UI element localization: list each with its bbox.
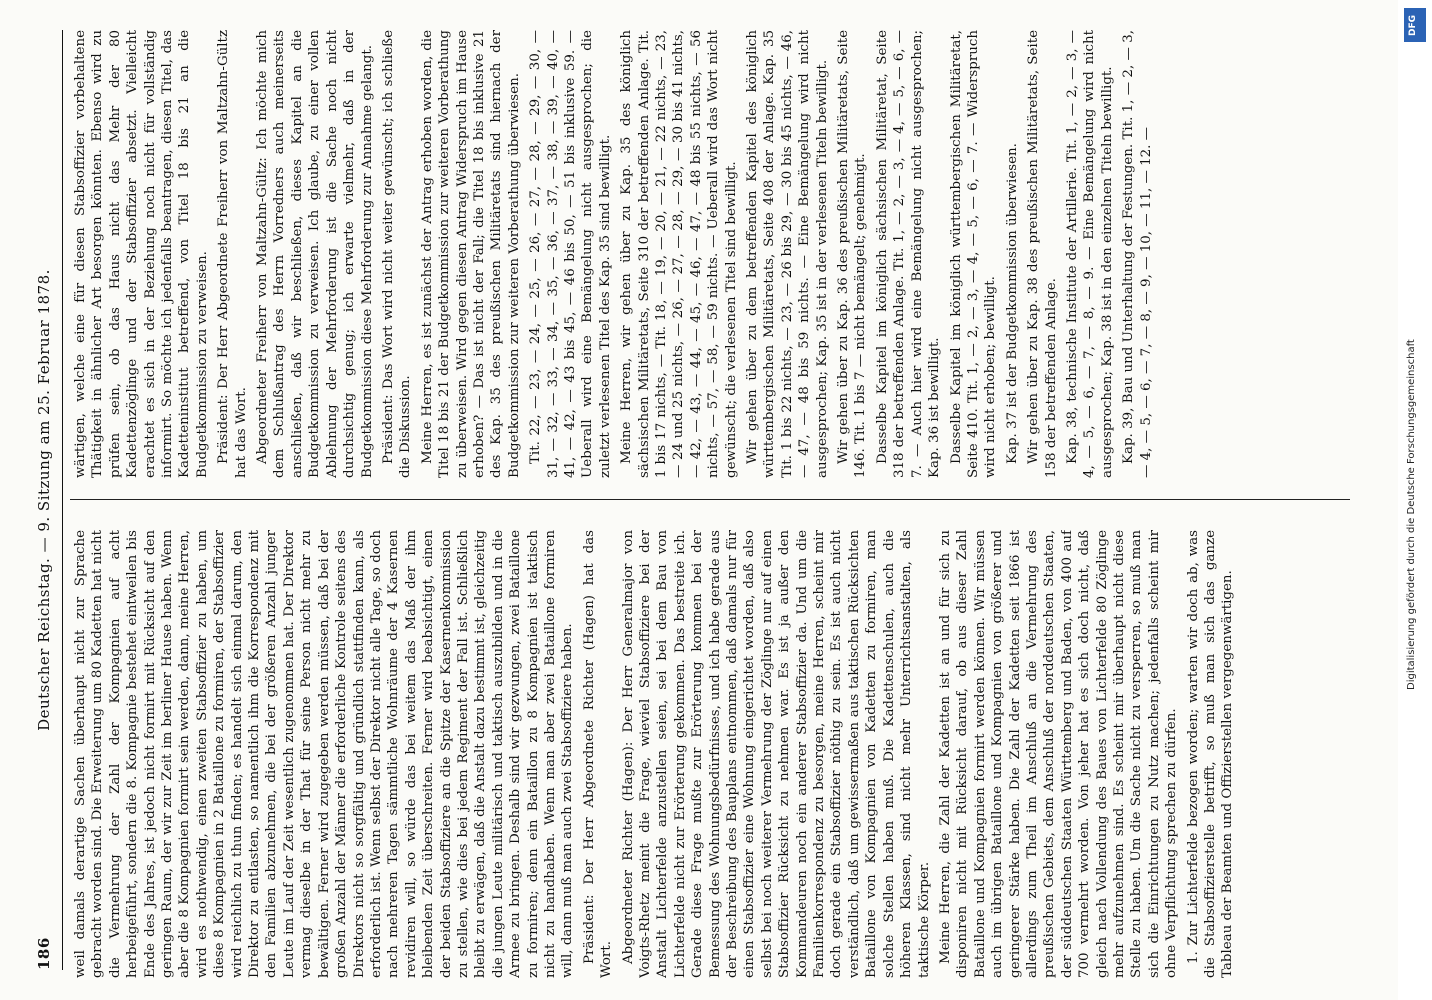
- header-rule: [62, 30, 63, 970]
- paragraph: weil damals derartige Sachen überhaupt nicht zur Sprache gebracht worden sind. Die Erweiterung um 80 Kadetten hat nicht die Vermehrung der Zahl der Kompagnien auf acht herbeigeführt, sondern die 8. Kompagnie bestehet eintweilen bis Ende des Jahres, ist jedoch nicht formirt mit Rücksicht auf den geringen Raum, der wir zur Zeit im berliner Hause haben. Wenn aber die 8 Kompagnien formirt sein werden, dann, meine Herren, wird es nothwendig, einen zweiten Stabsoffizier zu haben, um diese 8 Kompagnien in 2 Bataillone zu formiren, der Stabsoffizier wird reichlich zu thun finden; es handelt sich einmal darum, den Direktor zu entlasten, so namentlich ihm die Korrespondenz mit den Familien abzunehmen, die bei der größeren Anzahl junger Leute im Lauf der Zeit wesentlich zugenommen hat. Der Direktor vermag dieselbe in der That für seine Person nicht mehr zu bewältigen. Ferner wird zugegeben werden müssen, daß bei der großen Anzahl der Männer die erforderliche Kontrole seitens des Direktors nicht so sorgfältig und gründlich stattfinden kann, als erforderlich ist. Wenn selbst der Direktor nicht alle Tage, so doch nach mehreren Tagen sämmtliche Wohnräume der 4 Kasernen revidiren will, so würde das bei weitem das Maß der ihm bleibenden Zeit überschreiten. Ferner wird beabsichtigt, einen der beiden Stabsoffiziere an die Spitze der Kasernenkommission zu stellen, wie dies bei jedem Regiment der Fall ist. Schließlich bleibt zu erwägen, daß die Anstalt dazu bestimmt ist, gleichzeitig die jungen Leute militärisch und taktisch auszubilden und in die Armee zu bringen. Deshalb sind wir gezwungen, zwei Bataillone zu formiren; denn ein Bataillon zu 8 Kompagnien ist taktisch nicht zu handhaben. Wenn man aber zwei Bataillone formiren will, dann muß man auch zwei Stabsoffiziere haben.: [73, 530, 576, 978]
- paragraph: Tit. 22, — 23, — 24, — 25, — 26, — 27, — 28, — 29, — 30, — 31, — 32, — 33, — 34, — 35, — 36, — 37, — 38, — 39, — 40, — 41, — 42, — 43 bis 45, — 46 bis 50, — 51 bis inklusive 59. — Ueberall wird eine Bemängelung nicht ausgesprochen; die zuletzt verlesenen Titel des Kap. 35 sind bewilligt.: [528, 30, 613, 478]
- column-divider: [70, 499, 1350, 500]
- paragraph: Wir gehen über zu Kap. 36 des preußischen Militäretats, Seite 146. Tit. 1 bis 7 — nicht bemängelt; genehmigt.: [836, 30, 869, 478]
- paragraph: 1. Zur Lichterfelde bezogen worden; warten wir doch ab, was die Stabsoffizierstelle betrifft, so muß man sich das ganze Tableau der Beamten und Offizierstellen vergegenwärtigen.: [1185, 530, 1236, 978]
- left-column: [72, 530, 1342, 978]
- dfg-logo: [1404, 8, 1426, 42]
- page-header: [35, 30, 65, 970]
- paragraph: Wir gehen über zu dem betreffenden Kapitel des königlich württembergischen Militäretats, Seite 408 der Anlage. Kap. 35 Tit. 1 bis 22 nichts, — 23, — 26 bis 29, — 30 bis 45 nichts, — 46, — 47, — 48 bis 59 nichts. — Eine Bemängelung wird nicht ausgesprochen; Kap. 35 ist in der verlesenen Titeln bewilligt.: [745, 30, 830, 478]
- digitization-sidebar: [1398, 0, 1432, 1000]
- right-column: [72, 30, 1342, 478]
- paragraph: Meine Herren, es ist zunächst der Antrag erhoben worden, die Titel 18 bis 21 der Budgetkommission zur weiteren Vorberathung zu überweisen. Wird gegen diesen Antrag Widerspruch im Hause erhoben? — Das ist nicht der Fall; die Titel 18 bis inklusive 21 des Kap. 35 des preußischen Militäretats sind hiernach der Budgetkommission zur weiteren Vorberathung überwiesen.: [419, 30, 522, 478]
- paragraph: Dasselbe Kapitel im königlich württembergischen Militäretat, Seite 410. Tit. 1, — 2, — 3, — 4, — 5, — 6, — 7. — Widerspruch wird nicht erhoben; bewilligt.: [948, 30, 999, 478]
- paragraph: Kap. 39, Bau und Unterhaltung der Festungen. Tit. 1, — 2, — 3, — 4, — 5, — 6, — 7, — 8, — 9, — 10, — 11, — 12. —: [1121, 30, 1154, 478]
- paragraph: Dasselbe Kapitel im königlich sächsischen Militäretat, Seite 318 der betreffenden Anlage. Tit. 1, — 2, — 3, — 4, — 5, — 6, — 7. — Auch hier wird eine Bemängelung nicht ausgesprochen; Kap. 36 ist bewilligt.: [874, 30, 943, 478]
- paragraph: Abgeordneter Freiherr von Maltzahn-Gültz: Ich möchte mich dem Schlußantrag des Herrn Vorredners auch meinerseits anschließen, daß wir beschließen, dieses Kapitel an die Budgetkommission zu verweisen. Ich glaube, zu einer vollen Ablehnung der Mehrforderung ist die Sache noch nicht durchsichtig genug; ich erwarte vielmehr, daß in der Budgetkommission diese Mehrforderung zur Annahme gelangt.: [255, 30, 375, 478]
- paragraph: Präsident: Der Herr Abgeordnete Freiherr von Maltzahn-Gültz hat das Wort.: [216, 30, 249, 478]
- paragraph: Meine Herren, wir gehen über zu Kap. 35 des königlich sächsischen Militäretats, Seite 310 der betreffenden Anlage. Tit. 1 bis 17 nichts, — Tit. 18, — 19, — 20, — 21, — 22 nichts, — 23, — 24 und 25 nichts, — 26, — 27, — 28, — 29, — 30 bis 41 nichts, — 42, — 43, — 44, — 45, — 46, — 47, — 48 bis 55 nichts, — 56 nichts, — 57, — 58, — 59 nichts. — Ueberall wird das Wort nicht gewünscht; die verlesenen Titel sind bewilligt.: [619, 30, 739, 478]
- paragraph: Abgeordneter Richter (Hagen): Der Herr Generalmajor von Voigts-Rhetz meint die Frage, wieviel Stabsoffiziere bei der Anstalt Lichterfelde anzustellen seien, sei bei dem Bau von Lichterfelde nicht zur Erörterung gekommen. Das bestreite ich. Gerade diese Frage mußte zur Erörterung kommen bei der Bemessung des Wohnungsbedürfnisses, und ich habe gerade aus der Beschreibung des Bauplans entnommen, daß damals nur für einen Stabsoffizier eine Wohnung eingerichtet worden, daß also selbst bei noch weiterer Vermehrung der Zöglinge nur auf einen Stabsoffizier Rücksicht zu nehmen war. Es ist ja außer den Kommandeuren noch ein anderer Stabsoffizier da. Und um die Familienkorrespondenz zu besorgen, meine Herren, scheint mir doch gerade ein Stabsoffizier nöthig zu sein. Es ist auch nicht verständlich, daß um gewissermaßen aus taktischen Rücksichten Bataillone von Kompagnien von Kadetten zu formiren, man solche Stellen haben muß. Die Kadettenschulen, auch die höheren Klassen, sind nicht mehr Unterrichtsanstalten, als taktische Körper.: [620, 530, 932, 978]
- paragraph: Kap. 38, technische Institute der Artillerie. Tit. 1, — 2, — 3, — 4, — 5, — 6, — 7, — 8, — 9. — Eine Bemängelung wird nicht ausgesprochen; Kap. 38 ist in den einzelnen Titeln bewilligt.: [1064, 30, 1115, 478]
- paragraph: Wir gehen über zu Kap. 38 des preußischen Militäretats, Seite 158 der betreffenden Anlage.: [1026, 30, 1059, 478]
- paragraph: Präsident: Das Wort wird nicht weiter gewünscht; ich schließe die Diskussion.: [380, 30, 414, 478]
- paragraph: Meine Herren, die Zahl der Kadetten ist an und für sich zu disponiren nicht mit Rücksicht darauf, ob aus dieser Zahl Bataillone und Kompagnien formirt werden können. Wir müssen auch im übrigen Bataillone und Kompagnien von größerer und geringerer Stärke haben. Die Zahl der Kadetten seit 1866 ist allerdings zum Theil im Anschluß an die Vermehrung des preußischen Gebiets, dem Anschluß der norddeutschen Staaten, der süddeutschen Staaten Württemberg und Baden, von 400 auf 700 vermehrt worden. Von jeher hat es sich doch nicht, daß gleich nach Vollendung des Baues von Lichterfelde 80 Zöglinge mehr aufzunehmen sind. Es scheint mir überhaupt nicht diese Stelle zu haben. Um die Sache nicht zu versperren, so muß man sich die Einrichtungen zu Nutz machen; jedenfalls scheint mir ohne Verpflichtung sprechen zu dürfen.: [937, 530, 1180, 978]
- digitization-note-wrapper: [1406, 339, 1426, 710]
- paragraph: Präsident: Der Herr Abgeordnete Richter (Hagen) hat das Wort.: [581, 530, 615, 978]
- page-number: 186: [35, 937, 53, 970]
- digitization-note: Digitalisierung gefördert durch die Deutsche Forschungsgemeinschaft: [1406, 339, 1417, 690]
- dfg-logo-text: DFG: [1408, 14, 1418, 36]
- paragraph: wärtigen, welche eine für diesen Stabsoffizier vorbehaltene Thätigkeit in ähnlicher Art besorgen könnten. Ebenso wird zu prüfen sein, ob das Haus nicht das Mehr der 80 Kadettenzöglinge und der Stabsoffizier absetzt. Vielleicht erachtet es sich in der Beziehung noch nicht für vollständig informirt. So möchte ich jedenfalls beantragen, diesen Titel, das Kadetteninstitut betreffend, von Titel 18 bis 21 an die Budgetkommission zu verweisen.: [73, 30, 210, 478]
- page-title: Deutscher Reichstag. — 9. Sitzung am 25. Februar 1878.: [35, 269, 53, 731]
- paragraph: Kap. 37 ist der Budgetkommission überwiesen.: [1004, 143, 1020, 464]
